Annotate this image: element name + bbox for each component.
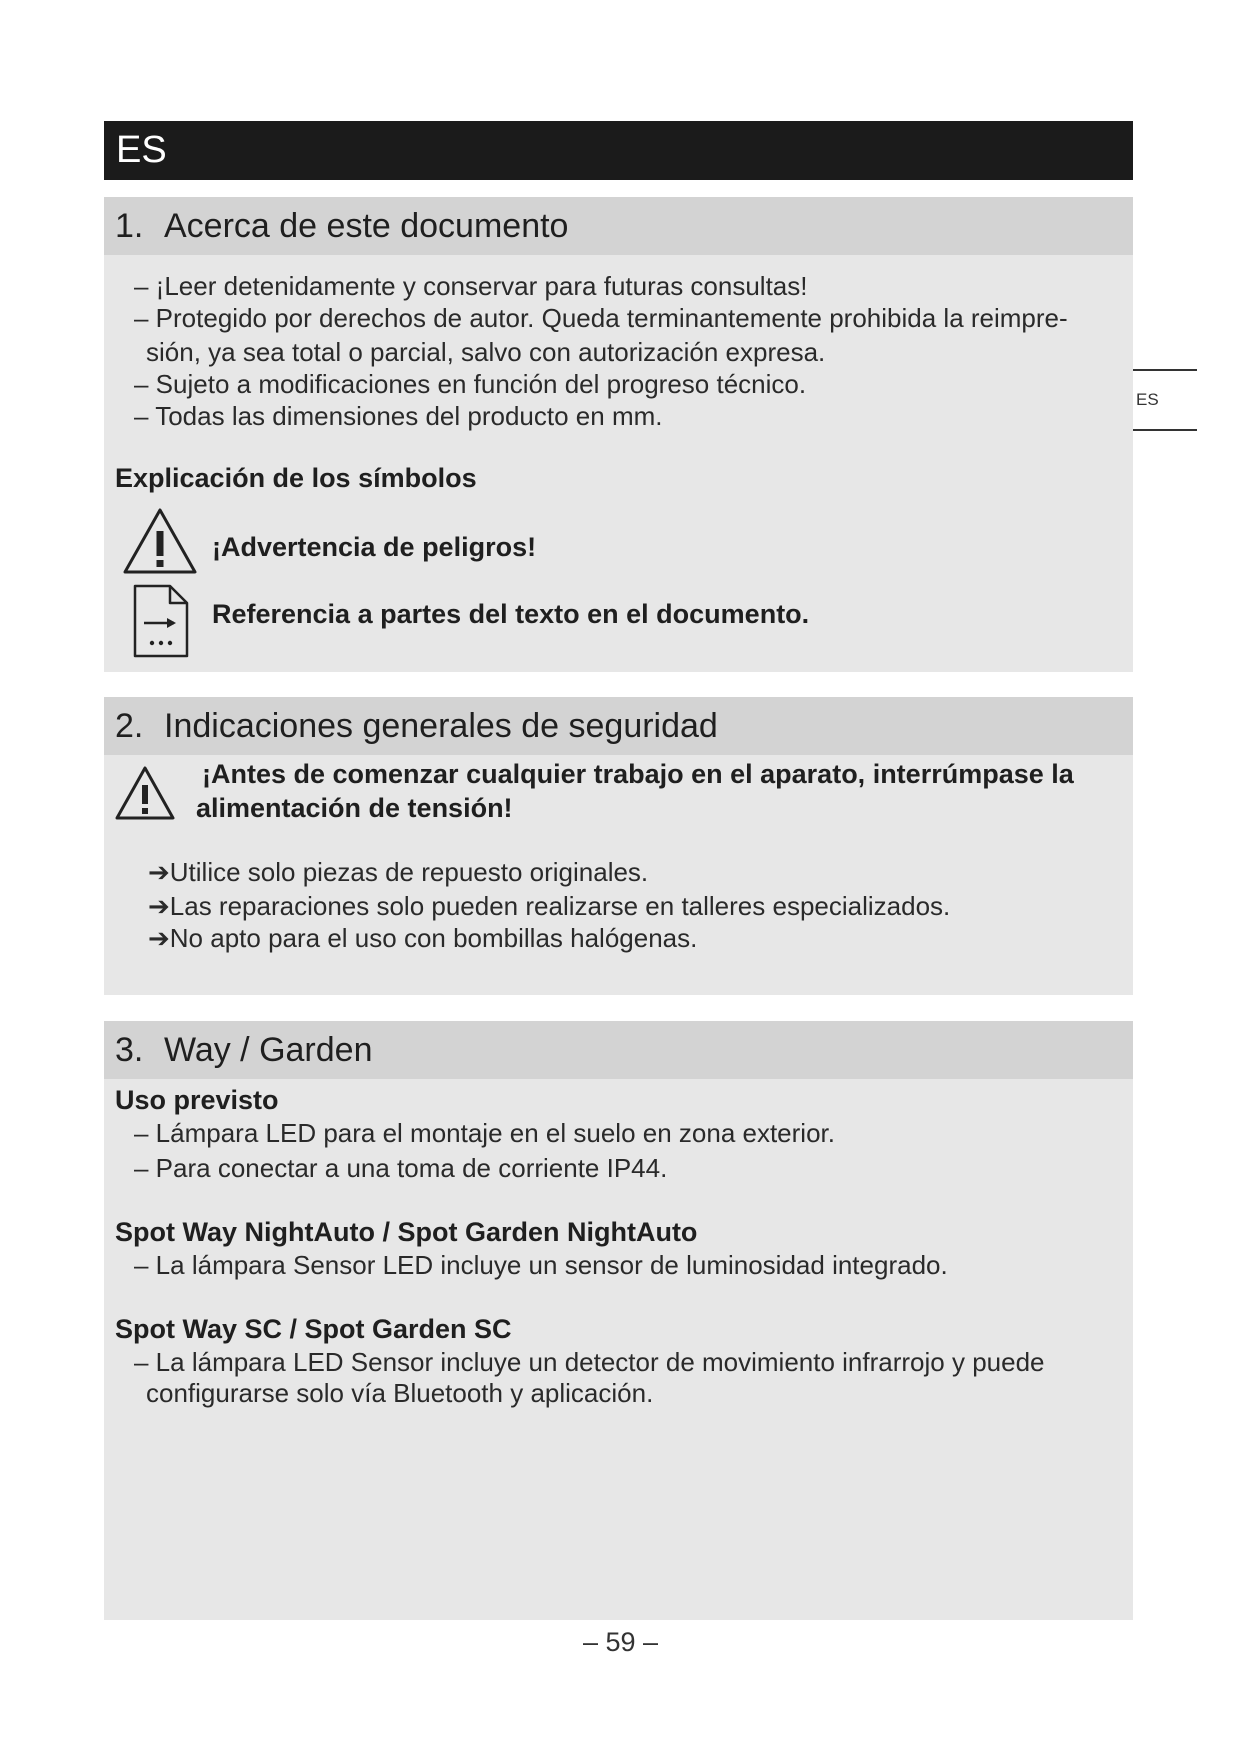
section-about-document [104,197,1133,672]
list-item: – Protegido por derechos de autor. Queda terminantemente prohibida la reimpre- [134,303,1068,333]
list-item: – Para conectar a una toma de corriente IP44. [134,1153,668,1183]
section-3-title: Way / Garden [164,1031,373,1069]
section-safety [104,697,1133,995]
section-1-title: Acerca de este documento [164,207,569,245]
reference-symbol-text: Referencia a partes del texto en el documento. [212,599,810,629]
list-item-continuation: sión, ya sea total o parcial, salvo con autorización expresa. [146,337,826,367]
language-code: ES [116,129,167,171]
section-1-number: 1. [115,207,144,245]
list-item: – Todas las dimensiones del producto en mm. [134,401,663,431]
section-1-header [104,197,1133,255]
document-reference-icon [132,583,190,659]
symbols-heading: Explicación de los símbolos [115,463,477,493]
language-header-bar [104,121,1133,180]
section-2-header [104,697,1133,755]
list-item: – La lámpara Sensor LED incluye un sensor de luminosidad integrado. [134,1250,948,1280]
safety-warning-line-2: alimentación de tensión! [196,793,513,823]
warning-symbol-text: ¡Advertencia de peligros! [212,532,537,562]
intended-use-heading: Uso previsto [115,1085,279,1115]
list-item: – Sujeto a modificaciones en función del progreso técnico. [134,369,807,399]
warning-triangle-icon [114,765,176,821]
section-3-header [104,1021,1133,1079]
list-item: ➔Las reparaciones solo pueden realizarse en talleres especializados. [148,891,951,921]
page-number: – 59 – [582,1627,659,1657]
section-way-garden [104,1021,1133,1620]
list-item-continuation: configurarse solo vía Bluetooth y aplicación. [146,1378,654,1408]
list-item: – La lámpara LED Sensor incluye un detector de movimiento infrarrojo y puede [134,1347,1045,1377]
side-language-tab [1133,369,1197,431]
safety-warning-line-1: ¡Antes de comenzar cualquier trabajo en el aparato, interrúmpase la [202,759,1074,789]
nightauto-heading: Spot Way NightAuto / Spot Garden NightAuto [115,1217,698,1247]
list-item: ➔No apto para el uso con bombillas halógenas. [148,923,698,953]
section-2-title: Indicaciones generales de seguridad [164,707,718,745]
sc-heading: Spot Way SC / Spot Garden SC [115,1314,512,1344]
section-2-number: 2. [115,707,144,745]
warning-triangle-icon [122,507,198,575]
list-item: ➔Utilice solo piezas de repuesto originales. [148,857,649,887]
side-tab-label: ES [1136,390,1159,409]
section-3-number: 3. [115,1031,144,1069]
list-item: – Lámpara LED para el montaje en el suelo en zona exterior. [134,1118,835,1148]
list-item: – ¡Leer detenidamente y conservar para futuras consultas! [134,271,808,301]
